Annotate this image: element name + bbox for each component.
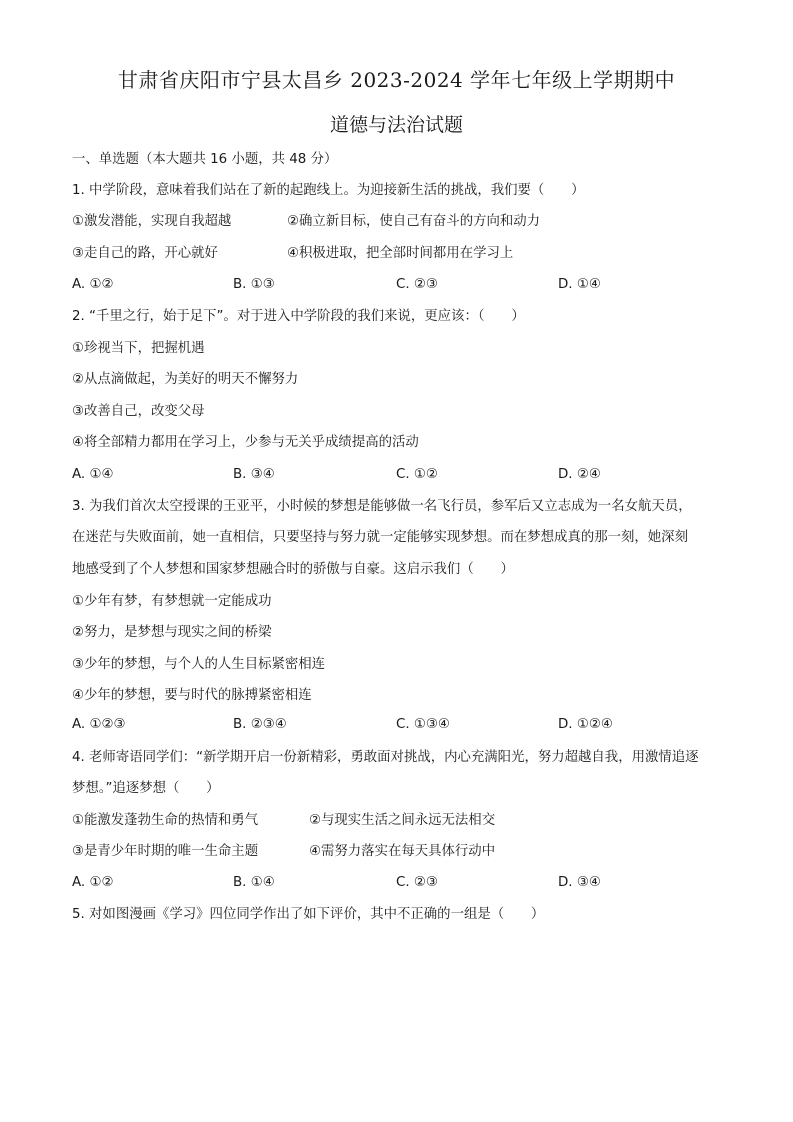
q2-statement-2: ②从点滴做起，为美好的明天不懈努力 xyxy=(72,372,299,387)
q4-option-a: A. ①② xyxy=(72,875,114,890)
document-subtitle: 道德与法治试题 xyxy=(329,114,463,136)
q1-statement-1: ①激发潜能，实现自我超越 xyxy=(72,214,232,229)
q1-statements-row1 xyxy=(72,212,732,232)
q4-statement-1: ①能激发蓬勃生命的热情和勇气 xyxy=(72,813,259,828)
q2-statement-1: ①珍视当下，把握机遇 xyxy=(72,341,205,356)
q1-stem: 1. 中学阶段，意味着我们站在了新的起跑线上。为迎接新生活的挑战，我们要（ ） xyxy=(72,183,585,198)
q3-stem-line-3: 地感受到了个人梦想和国家梦想融合时的骄傲与自豪。这启示我们（ ） xyxy=(72,562,514,577)
q4-option-b: B. ①④ xyxy=(233,875,275,890)
q3-option-d: D. ①②④ xyxy=(558,717,613,732)
q3-statement-3: ③少年的梦想，与个人的人生目标紧密相连 xyxy=(72,657,326,672)
q3-statement-4: ④少年的梦想，要与时代的脉搏紧密相连 xyxy=(72,688,312,703)
q4-option-d: D. ③④ xyxy=(558,875,601,890)
q4-option-c: C. ②③ xyxy=(396,875,438,890)
document-title: 甘肃省庆阳市宁县太昌乡 2023-2024 学年七年级上学期期中 xyxy=(117,68,676,92)
q4-statements-row1 xyxy=(72,811,732,831)
q3-stem-line-2: 在迷茫与失败面前，她一直相信，只要坚持与努力就一定能够实现梦想。而在梦想成真的那一刻，她深刻 xyxy=(72,530,688,545)
q1-option-d: D. ①④ xyxy=(558,277,601,292)
q1-statements-row2 xyxy=(72,244,732,264)
q3-statement-1: ①少年有梦，有梦想就一定能成功 xyxy=(72,594,272,609)
q4-stem-line-1: 4. 老师寄语同学们：“新学期开启一份新精彩，勇敢面对挑战，内心充满阳光，努力超越自我，用激情追逐 xyxy=(72,750,699,765)
q1-statement-4: ④积极进取，把全部时间都用在学习上 xyxy=(287,246,514,261)
q2-option-d: D. ②④ xyxy=(558,467,601,482)
q2-statement-4: ④将全部精力都用在学习上，少参与无关乎成绩提高的活动 xyxy=(72,435,419,450)
q2-statement-3: ③改善自己，改变父母 xyxy=(72,404,205,419)
q1-statement-2: ②确立新目标，使自己有奋斗的方向和动力 xyxy=(287,214,541,229)
q5-stem: 5. 对如图漫画《学习》四位同学作出了如下评价，其中不正确的一组是（ ） xyxy=(72,907,545,922)
q4-statement-3: ③是青少年时期的唯一生命主题 xyxy=(72,844,259,859)
q3-option-c: C. ①③④ xyxy=(396,717,450,732)
q2-option-b: B. ③④ xyxy=(233,467,275,482)
q1-statement-3: ③走自己的路，开心就好 xyxy=(72,246,218,261)
q2-stem: 2. “千里之行，始于足下”。对于进入中学阶段的我们来说，更应该：（ ） xyxy=(72,309,525,324)
q2-option-c: C. ①② xyxy=(396,467,438,482)
q4-statement-2: ②与现实生活之间永远无法相交 xyxy=(309,813,496,828)
q4-statements-row2 xyxy=(72,842,732,862)
q3-option-a: A. ①②③ xyxy=(72,717,126,732)
q3-statement-2: ②努力，是梦想与现实之间的桥梁 xyxy=(72,625,272,640)
q4-stem-line-2: 梦想。”追逐梦想（ ） xyxy=(72,781,220,796)
q1-option-b: B. ①③ xyxy=(233,277,275,292)
q3-stem-line-1: 3. 为我们首次太空授课的王亚平，小时候的梦想是能够做一名飞行员，参军后又立志成为一名女航天员， xyxy=(72,499,692,514)
section-heading: 一、单选题（本大题共 16 小题，共 48 分） xyxy=(72,152,338,167)
q1-option-c: C. ②③ xyxy=(396,277,438,292)
q2-option-a: A. ①④ xyxy=(72,467,114,482)
q1-option-a: A. ①② xyxy=(72,277,114,292)
q3-option-b: B. ②③④ xyxy=(233,717,287,732)
q4-statement-4: ④需努力落实在每天具体行动中 xyxy=(309,844,496,859)
